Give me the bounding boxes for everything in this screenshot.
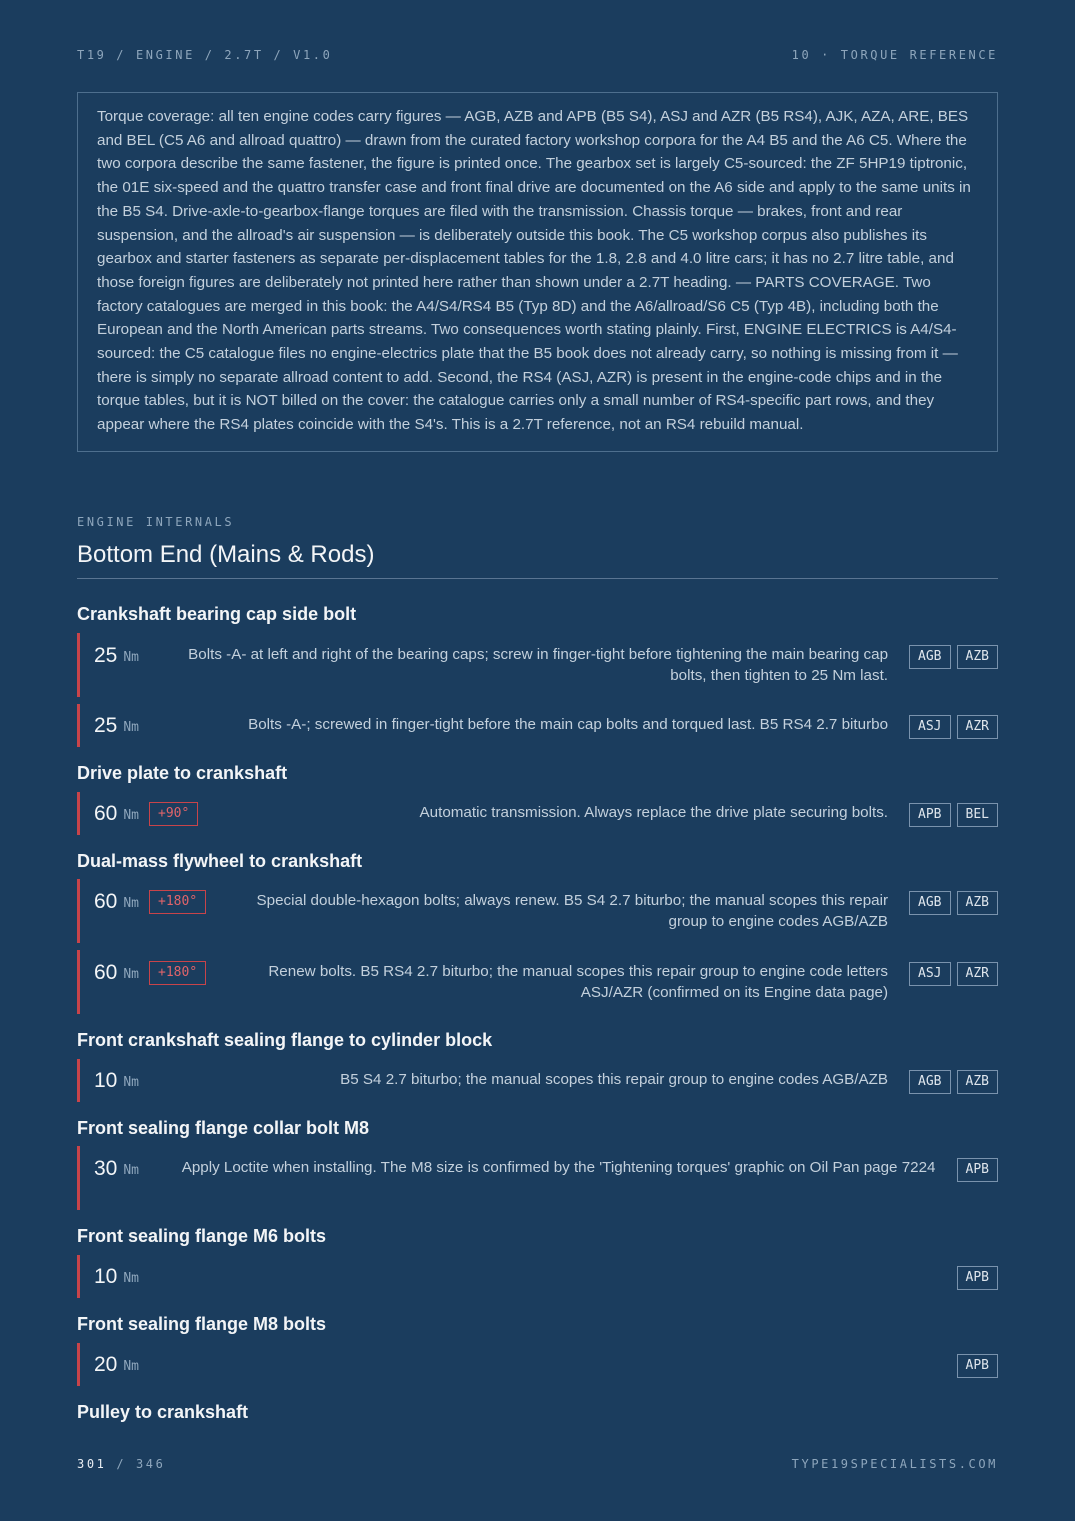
torque-spec-row [77,879,998,943]
spec-note: Apply Loctite when installing. The M8 size is confirmed by the 'Tightening torques' graphic on Oil Pan page 7224 [181,1159,936,1176]
engine-code-chip[interactable]: AZR [957,715,998,739]
engine-code-chip[interactable]: ASJ [909,715,950,739]
engine-codes [957,1354,998,1378]
engine-codes [957,1158,998,1182]
page-separator: / [116,1457,127,1471]
torque-unit: Nm [123,1163,140,1178]
engine-codes [957,1266,998,1290]
torque-value: 20 [94,1353,118,1376]
site-link[interactable]: TYPE19SPECIALISTS.COM [791,1457,998,1471]
page-counter [77,1457,165,1471]
torque-spec-row [77,1255,998,1298]
section-title: Bottom End (Mains & Rods) [77,541,998,579]
spec-note: Bolts -A-; screwed in finger-tight before the main cap bolts and torqued last. B5 RS4 2.7 biturbo [248,716,889,733]
torque-value: 60 [94,890,118,913]
torque-value: 10 [94,1069,118,1092]
torque-spec-row [77,950,998,1014]
section-label: 10 · TORQUE REFERENCE [791,48,998,62]
torque-spec-row [77,704,998,747]
engine-code-chip[interactable]: APB [957,1354,998,1378]
torque-unit: Nm [123,720,140,735]
fastener-title: Front sealing flange collar bolt M8 [77,1118,370,1138]
engine-code-chip[interactable]: AZB [957,1070,998,1094]
torque-unit: Nm [123,967,140,982]
torque-unit: Nm [123,1359,140,1374]
fastener-title: Drive plate to crankshaft [77,763,288,783]
fastener-title: Front crankshaft sealing flange to cylinder block [77,1030,493,1050]
torque-spec-row [77,633,998,697]
angle-chip: +90° [149,802,198,826]
engine-code-chip[interactable]: AGB [909,1070,950,1094]
torque-unit: Nm [123,1271,140,1286]
spec-note: Special double-hexagon bolts; always renew. B5 S4 2.7 biturbo; the manual scopes this repair group to engine codes AGB/AZB [256,892,889,930]
engine-code-chip[interactable]: AZB [957,891,998,915]
engine-codes [909,1070,998,1094]
engine-codes [909,962,998,986]
spec-note: Automatic transmission. Always replace the drive plate securing bolts. [419,804,889,821]
torque-spec-row [77,1059,998,1102]
engine-code-chip[interactable]: BEL [957,803,998,827]
spec-note: B5 S4 2.7 biturbo; the manual scopes this repair group to engine codes AGB/AZB [340,1071,889,1088]
torque-unit: Nm [123,808,140,823]
torque-unit: Nm [123,1075,140,1090]
section-kicker: ENGINE INTERNALS [77,515,235,529]
engine-codes [909,803,998,827]
engine-code-chip[interactable]: AGB [909,645,950,669]
torque-spec-row [77,1343,998,1386]
page-header [77,48,998,62]
torque-unit: Nm [123,650,140,665]
page-footer [77,1457,998,1471]
fastener-title: Pulley to crankshaft [77,1402,249,1422]
torque-value: 60 [94,961,118,984]
torque-value: 25 [94,714,118,737]
engine-code-chip[interactable]: APB [909,803,950,827]
engine-codes [909,645,998,669]
spec-note: Bolts -A- at left and right of the bearing caps; screw in finger-tight before tightening the main bearing cap bolts, then tighten to 25 Nm last. [188,646,889,684]
fastener-title: Crankshaft bearing cap side bolt [77,604,357,624]
torque-spec-row [77,1146,998,1210]
torque-value: 25 [94,644,118,667]
fastener-title: Front sealing flange M8 bolts [77,1314,327,1334]
spec-note: Renew bolts. B5 RS4 2.7 biturbo; the manual scopes this repair group to engine code letters ASJ/AZR (confirmed on its Engine data page) [268,963,889,1001]
engine-code-chip[interactable]: APB [957,1266,998,1290]
engine-code-chip[interactable]: AZB [957,645,998,669]
coverage-note: Torque coverage: all ten engine codes carry figures — AGB, AZB and APB (B5 S4), ASJ and AZR (B5 RS4), AJK, AZA, ARE, BES and BEL (C5 A6 and allroad quattro) — drawn from the curated factory workshop corpora for the A4 B5 and the A6 C5. Where the two corpora describe the same fastener, the figure is printed once. The gearbox set is largely C5-sourced: the ZF 5HP19 tiptronic, the 01E six-speed and the quattro transfer case and front final drive are documented on the A6 side and apply to the same units in the B5 S4. Drive-axle-to-gearbox-flange torques are filed with the transmission. Chassis torque — brakes, front and rear suspension, and the allroad's air suspension — is deliberately outside this book. The C5 workshop corpus also publishes its gearbox and starter fasteners as separate per-displacement tables for the 1.8, 2.8 and 4.0 litre cars; it has no 2.7 litre table, and those foreign figures are deliberately not printed here rather than shown under a 2.7T heading. — PARTS COVERAGE. Two factory catalogues are merged in this book: the A4/S4/RS4 B5 (Typ 8D) and the A6/allroad/S6 C5 (Typ 4B), including both the European and the North American parts streams. Two consequences worth stating plainly. First, ENGINE ELECTRICS is A4/S4-sourced: the C5 catalogue files no engine-electrics plate that the B5 book does not already carry, so nothing is missing from it — there is simply no separate allroad content to add. Second, the RS4 (ASJ, AZR) is present in the engine-code chips and in the torque tables, but it is NOT billed on the cover: the catalogue carries only a small number of RS4-specific part rows, and they appear where the RS4 plates coincide with the S4's. This is a 2.7T reference, not an RS4 rebuild manual. [77,92,998,452]
torque-value: 30 [94,1157,118,1180]
page-current: 301 [77,1457,107,1471]
fastener-title: Front sealing flange M6 bolts [77,1226,327,1246]
breadcrumb: T19 / ENGINE / 2.7T / V1.0 [77,48,333,62]
engine-code-chip[interactable]: AGB [909,891,950,915]
torque-value: 10 [94,1265,118,1288]
engine-codes [909,891,998,915]
engine-code-chip[interactable]: APB [957,1158,998,1182]
torque-unit: Nm [123,896,140,911]
angle-chip: +180° [149,961,206,985]
engine-codes [909,715,998,739]
engine-code-chip[interactable]: AZR [957,962,998,986]
torque-value: 60 [94,802,118,825]
angle-chip: +180° [149,890,206,914]
torque-spec-row [77,792,998,835]
fastener-title: Dual-mass flywheel to crankshaft [77,851,363,871]
page-total: 346 [135,1457,166,1471]
engine-code-chip[interactable]: ASJ [909,962,950,986]
